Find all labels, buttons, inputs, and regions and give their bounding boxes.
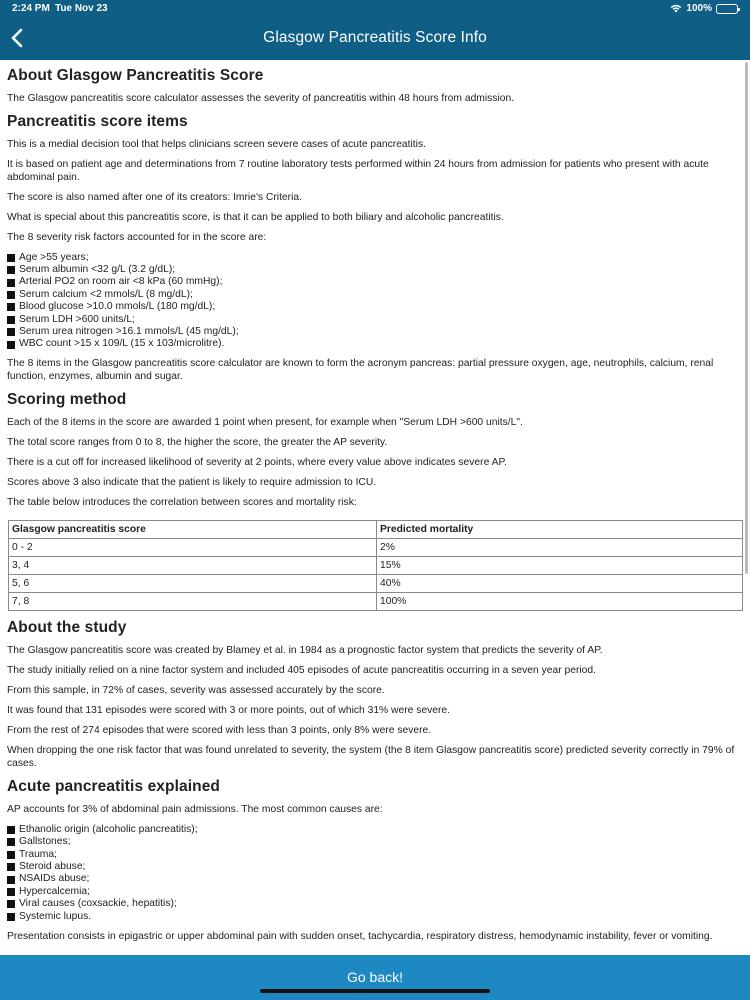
list-item: Hypercalcemia; bbox=[7, 886, 743, 898]
column-header-mortality: Predicted mortality bbox=[377, 521, 743, 539]
scrollbar[interactable] bbox=[745, 62, 748, 574]
wifi-icon bbox=[670, 4, 682, 13]
table-row bbox=[9, 593, 743, 611]
paragraph: From this sample, in 72% of cases, severity was assessed accurately by the score. bbox=[7, 685, 385, 697]
paragraph: It was found that 131 episodes were scored with 3 or more points, out of which 31% were severe. bbox=[7, 705, 451, 717]
score-cell: 0 - 2 bbox=[9, 539, 377, 557]
section-heading-acute: Acute pancreatitis explained bbox=[7, 777, 220, 795]
risk-factor-list bbox=[7, 252, 743, 351]
bullet-square-icon bbox=[7, 838, 15, 846]
list-item: Gallstones; bbox=[7, 836, 743, 848]
paragraph: Scores above 3 also indicate that the patient is likely to require admission to ICU. bbox=[7, 476, 377, 488]
paragraph: Presentation consists in epigastric or upper abdominal pain with sudden onset, tachycardia, respiratory distress, hemodynamic instability, fever or vomiting. bbox=[7, 930, 713, 942]
list-item: Steroid abuse; bbox=[7, 861, 743, 873]
bullet-square-icon bbox=[7, 303, 15, 311]
paragraph: The total score ranges from 0 to 8, the higher the score, the greater the AP severity. bbox=[7, 436, 388, 448]
info-content[interactable] bbox=[0, 60, 750, 955]
bullet-square-icon bbox=[7, 254, 15, 262]
paragraph: The Glasgow pancreatitis score calculator assesses the severity of pancreatitis within 48 hours from admission. bbox=[7, 93, 515, 104]
section-heading-about: About Glasgow Pancreatitis Score bbox=[7, 67, 264, 84]
bullet-square-icon bbox=[7, 328, 15, 336]
paragraph: There is a cut off for increased likelihood of severity at 2 points, where every value above indicates severe AP. bbox=[7, 456, 507, 468]
app-header bbox=[0, 0, 750, 60]
battery-percent: 100% bbox=[686, 3, 712, 14]
score-cell: 5, 6 bbox=[9, 575, 377, 593]
status-indicators bbox=[670, 3, 738, 14]
paragraph: The Glasgow pancreatitis score was created by Blamey et al. in 1984 as a prognostic factor system that predicts the severity of AP. bbox=[7, 645, 603, 657]
bullet-square-icon bbox=[7, 863, 15, 871]
status-time: 2:24 PM bbox=[12, 3, 50, 14]
mortality-cell: 2% bbox=[377, 539, 743, 557]
paragraph: Each of the 8 items in the score are awarded 1 point when present, for example when "Serum LDH >600 units/L". bbox=[7, 416, 523, 428]
bullet-square-icon bbox=[7, 341, 15, 349]
list-item: Serum urea nitrogen >16.1 mmols/L (45 mg/dL); bbox=[7, 326, 743, 338]
bullet-square-icon bbox=[7, 266, 15, 274]
table-header-row bbox=[9, 521, 743, 539]
list-item: NSAIDs abuse; bbox=[7, 873, 743, 885]
table-row bbox=[9, 539, 743, 557]
paragraph: The study initially relied on a nine factor system and included 405 episodes of acute pancreatitis occurring in a seven year period. bbox=[7, 665, 596, 677]
causes-list bbox=[7, 824, 743, 923]
battery-icon bbox=[716, 4, 738, 14]
page-title: Glasgow Pancreatitis Score Info bbox=[263, 29, 487, 46]
paragraph: The table below introduces the correlation between scores and mortality risk: bbox=[7, 496, 357, 508]
paragraph: What is special about this pancreatitis score, is that it can be applied to both biliary and alcoholic pancreatitis. bbox=[7, 211, 504, 223]
list-item: Viral causes (coxsackie, hepatitis); bbox=[7, 898, 743, 910]
mortality-cell: 15% bbox=[377, 557, 743, 575]
score-cell: 3, 4 bbox=[9, 557, 377, 575]
paragraph: From the rest of 274 episodes that were scored with less than 3 points, only 8% were severe. bbox=[7, 725, 432, 737]
bullet-square-icon bbox=[7, 876, 15, 884]
mortality-cell: 100% bbox=[377, 593, 743, 611]
paragraph: The score is also named after one of its creators: Imrie's Criteria. bbox=[7, 191, 302, 203]
section-heading-scoring: Scoring method bbox=[7, 390, 127, 408]
section-heading-items: Pancreatitis score items bbox=[7, 113, 188, 130]
list-item: Trauma; bbox=[7, 849, 743, 861]
mortality-cell: 40% bbox=[377, 575, 743, 593]
go-back-button[interactable] bbox=[0, 955, 750, 1000]
list-item: Serum calcium <2 mmols/L (8 mg/dL); bbox=[7, 289, 743, 301]
bullet-square-icon bbox=[7, 279, 15, 287]
list-item: Serum albumin <32 g/L (3.2 g/dL); bbox=[7, 264, 743, 276]
list-item: WBC count >15 x 109/L (15 x 103/microlitre). bbox=[7, 338, 743, 350]
list-item: Age >55 years; bbox=[7, 252, 743, 264]
paragraph: The 8 items in the Glasgow pancreatitis score calculator are known to form the acronym pancreas: partial pressure oxygen, age, neutrophils, calcium, renal function, enzymes, albumin and sugar. bbox=[7, 358, 714, 382]
bullet-square-icon bbox=[7, 316, 15, 324]
mortality-table bbox=[8, 520, 743, 611]
bullet-square-icon bbox=[7, 851, 15, 859]
list-item: Ethanolic origin (alcoholic pancreatitis); bbox=[7, 824, 743, 836]
bullet-square-icon bbox=[7, 913, 15, 921]
score-cell: 7, 8 bbox=[9, 593, 377, 611]
table-row bbox=[9, 575, 743, 593]
paragraph: When dropping the one risk factor that was found unrelated to severity, the system (the 8 item Glasgow pancreatitis score) predicted severity correctly in 79% of cases. bbox=[7, 745, 735, 769]
list-item: Systemic lupus. bbox=[7, 911, 743, 923]
column-header-score: Glasgow pancreatitis score bbox=[9, 521, 377, 539]
go-back-label: Go back! bbox=[346, 969, 404, 985]
paragraph: The 8 severity risk factors accounted for in the score are: bbox=[7, 231, 267, 243]
bullet-square-icon bbox=[7, 291, 15, 299]
bullet-square-icon bbox=[7, 900, 15, 908]
paragraph: AP accounts for 3% of abdominal pain admissions. The most common causes are: bbox=[7, 803, 383, 815]
list-item: Arterial PO2 on room air <8 kPa (60 mmHg); bbox=[7, 276, 743, 288]
status-date: Tue Nov 23 bbox=[55, 3, 108, 14]
paragraph: It is based on patient age and determinations from 7 routine laboratory tests performed within 24 hours from admission for patients who present with acute abdominal pain. bbox=[7, 159, 709, 183]
home-indicator bbox=[260, 989, 490, 993]
paragraph: This is a medial decision tool that helps clinicians screen severe cases of acute pancreatitis. bbox=[7, 139, 426, 150]
table-row bbox=[9, 557, 743, 575]
bullet-square-icon bbox=[7, 826, 15, 834]
list-item: Serum LDH >600 units/L; bbox=[7, 314, 743, 326]
list-item: Blood glucose >10.0 mmols/L (180 mg/dL); bbox=[7, 301, 743, 313]
section-heading-study: About the study bbox=[7, 619, 127, 637]
bullet-square-icon bbox=[7, 888, 15, 896]
